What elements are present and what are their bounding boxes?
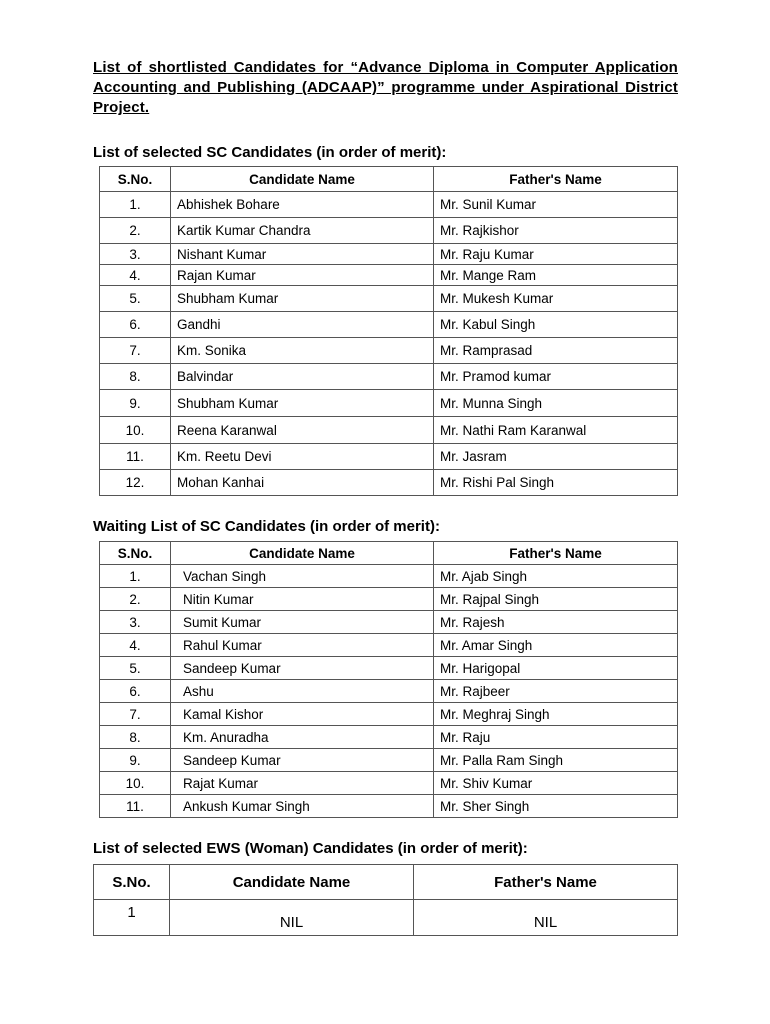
cell-sno: 11.: [100, 444, 171, 470]
cell-fathers-name: Mr. Ramprasad: [434, 338, 678, 364]
cell-candidate-name: Km. Sonika: [171, 338, 434, 364]
header-fathers-name: Father's Name: [434, 542, 678, 565]
cell-fathers-name: Mr. Ajab Singh: [434, 565, 678, 588]
table-row: [100, 265, 678, 286]
table-row: [100, 390, 678, 417]
cell-candidate-name: Km. Reetu Devi: [171, 444, 434, 470]
selected-ews-table: [93, 864, 678, 936]
cell-sno: 5.: [100, 286, 171, 312]
cell-fathers-name: Mr. Raju Kumar: [434, 244, 678, 265]
table-header-row: [94, 865, 678, 900]
cell-sno: 1.: [100, 192, 171, 218]
cell-sno: 10.: [100, 772, 171, 795]
cell-candidate-name: Shubham Kumar: [171, 286, 434, 312]
table-row: [100, 565, 678, 588]
table-row: [100, 312, 678, 338]
header-sno: S.No.: [100, 167, 171, 192]
cell-sno: 6.: [100, 312, 171, 338]
cell-fathers-name: Mr. Amar Singh: [434, 634, 678, 657]
cell-candidate-name: Abhishek Bohare: [171, 192, 434, 218]
cell-candidate-name: Rajat Kumar: [171, 772, 434, 795]
cell-candidate-name: Ankush Kumar Singh: [171, 795, 434, 818]
table-row: [100, 417, 678, 444]
cell-candidate-name: Vachan Singh: [171, 565, 434, 588]
cell-fathers-name: Mr. Rajpal Singh: [434, 588, 678, 611]
cell-sno: 5.: [100, 657, 171, 680]
cell-candidate-name: Sumit Kumar: [171, 611, 434, 634]
cell-candidate-name: Rajan Kumar: [171, 265, 434, 286]
cell-fathers-name: Mr. Munna Singh: [434, 390, 678, 417]
table-row: [100, 338, 678, 364]
cell-sno: 10.: [100, 417, 171, 444]
table-row: [100, 444, 678, 470]
cell-candidate-name: Reena Karanwal: [171, 417, 434, 444]
header-sno: S.No.: [94, 865, 170, 900]
cell-fathers-name: Mr. Rajbeer: [434, 680, 678, 703]
table-row: [100, 364, 678, 390]
cell-fathers-name: Mr. Mange Ram: [434, 265, 678, 286]
cell-fathers-name: Mr. Raju: [434, 726, 678, 749]
table-row: [100, 611, 678, 634]
cell-candidate-name: Balvindar: [171, 364, 434, 390]
table-row: [100, 795, 678, 818]
cell-candidate-name: Ashu: [171, 680, 434, 703]
table-header-row: [100, 542, 678, 565]
cell-fathers-name: Mr. Pramod kumar: [434, 364, 678, 390]
cell-fathers-name: Mr. Palla Ram Singh: [434, 749, 678, 772]
cell-fathers-name: Mr. Harigopal: [434, 657, 678, 680]
cell-fathers-name: Mr. Rajesh: [434, 611, 678, 634]
section-heading-selected-ews: List of selected EWS (Woman) Candidates (in order of merit):: [93, 840, 528, 857]
table-row: [100, 726, 678, 749]
cell-sno: 8.: [100, 726, 171, 749]
cell-fathers-name: NIL: [414, 900, 678, 936]
cell-fathers-name: Mr. Kabul Singh: [434, 312, 678, 338]
header-candidate-name: Candidate Name: [171, 542, 434, 565]
cell-fathers-name: Mr. Meghraj Singh: [434, 703, 678, 726]
cell-sno: 8.: [100, 364, 171, 390]
cell-candidate-name: Mohan Kanhai: [171, 470, 434, 496]
cell-sno: 1.: [100, 565, 171, 588]
table-row: [100, 680, 678, 703]
cell-sno: 2.: [100, 218, 171, 244]
table-row: [100, 218, 678, 244]
cell-candidate-name: Rahul Kumar: [171, 634, 434, 657]
cell-candidate-name: Nishant Kumar: [171, 244, 434, 265]
header-sno: S.No.: [100, 542, 171, 565]
cell-candidate-name: NIL: [170, 900, 414, 936]
cell-fathers-name: Mr. Nathi Ram Karanwal: [434, 417, 678, 444]
cell-fathers-name: Mr. Mukesh Kumar: [434, 286, 678, 312]
cell-sno: 11.: [100, 795, 171, 818]
cell-candidate-name: Shubham Kumar: [171, 390, 434, 417]
cell-fathers-name: Mr. Rishi Pal Singh: [434, 470, 678, 496]
table-row: [100, 244, 678, 265]
cell-fathers-name: Mr. Shiv Kumar: [434, 772, 678, 795]
cell-sno: 7.: [100, 703, 171, 726]
header-candidate-name: Candidate Name: [170, 865, 414, 900]
cell-candidate-name: Gandhi: [171, 312, 434, 338]
cell-candidate-name: Sandeep Kumar: [171, 749, 434, 772]
cell-sno: 9.: [100, 390, 171, 417]
cell-candidate-name: Kamal Kishor: [171, 703, 434, 726]
cell-sno: 9.: [100, 749, 171, 772]
table-row: [94, 900, 678, 936]
cell-candidate-name: Nitin Kumar: [171, 588, 434, 611]
cell-candidate-name: Km. Anuradha: [171, 726, 434, 749]
table-header-row: [100, 167, 678, 192]
table-row: [100, 657, 678, 680]
header-fathers-name: Father's Name: [434, 167, 678, 192]
table-row: [100, 470, 678, 496]
cell-sno: 3.: [100, 244, 171, 265]
cell-fathers-name: Mr. Jasram: [434, 444, 678, 470]
cell-sno: 4.: [100, 265, 171, 286]
cell-candidate-name: Sandeep Kumar: [171, 657, 434, 680]
cell-fathers-name: Mr. Sunil Kumar: [434, 192, 678, 218]
selected-sc-table: [99, 166, 678, 496]
cell-fathers-name: Mr. Sher Singh: [434, 795, 678, 818]
table-row: [100, 634, 678, 657]
cell-candidate-name: Kartik Kumar Chandra: [171, 218, 434, 244]
cell-sno: 6.: [100, 680, 171, 703]
section-heading-waiting-sc: Waiting List of SC Candidates (in order of merit):: [93, 518, 440, 535]
header-candidate-name: Candidate Name: [171, 167, 434, 192]
table-row: [100, 749, 678, 772]
cell-sno: 3.: [100, 611, 171, 634]
table-row: [100, 772, 678, 795]
table-row: [100, 286, 678, 312]
table-row: [100, 588, 678, 611]
cell-fathers-name: Mr. Rajkishor: [434, 218, 678, 244]
header-fathers-name: Father's Name: [414, 865, 678, 900]
table-row: [100, 192, 678, 218]
document-title: List of shortlisted Candidates for “Advance Diploma in Computer Application Accounting and Publishing (ADCAAP)” programme under Aspirational District Project.: [93, 59, 678, 116]
section-heading-selected-sc: List of selected SC Candidates (in order of merit):: [93, 144, 447, 161]
table-row: [100, 703, 678, 726]
cell-sno: 2.: [100, 588, 171, 611]
waiting-sc-table: [99, 541, 678, 818]
cell-sno: 4.: [100, 634, 171, 657]
cell-sno: 1: [94, 900, 170, 936]
cell-sno: 12.: [100, 470, 171, 496]
cell-sno: 7.: [100, 338, 171, 364]
